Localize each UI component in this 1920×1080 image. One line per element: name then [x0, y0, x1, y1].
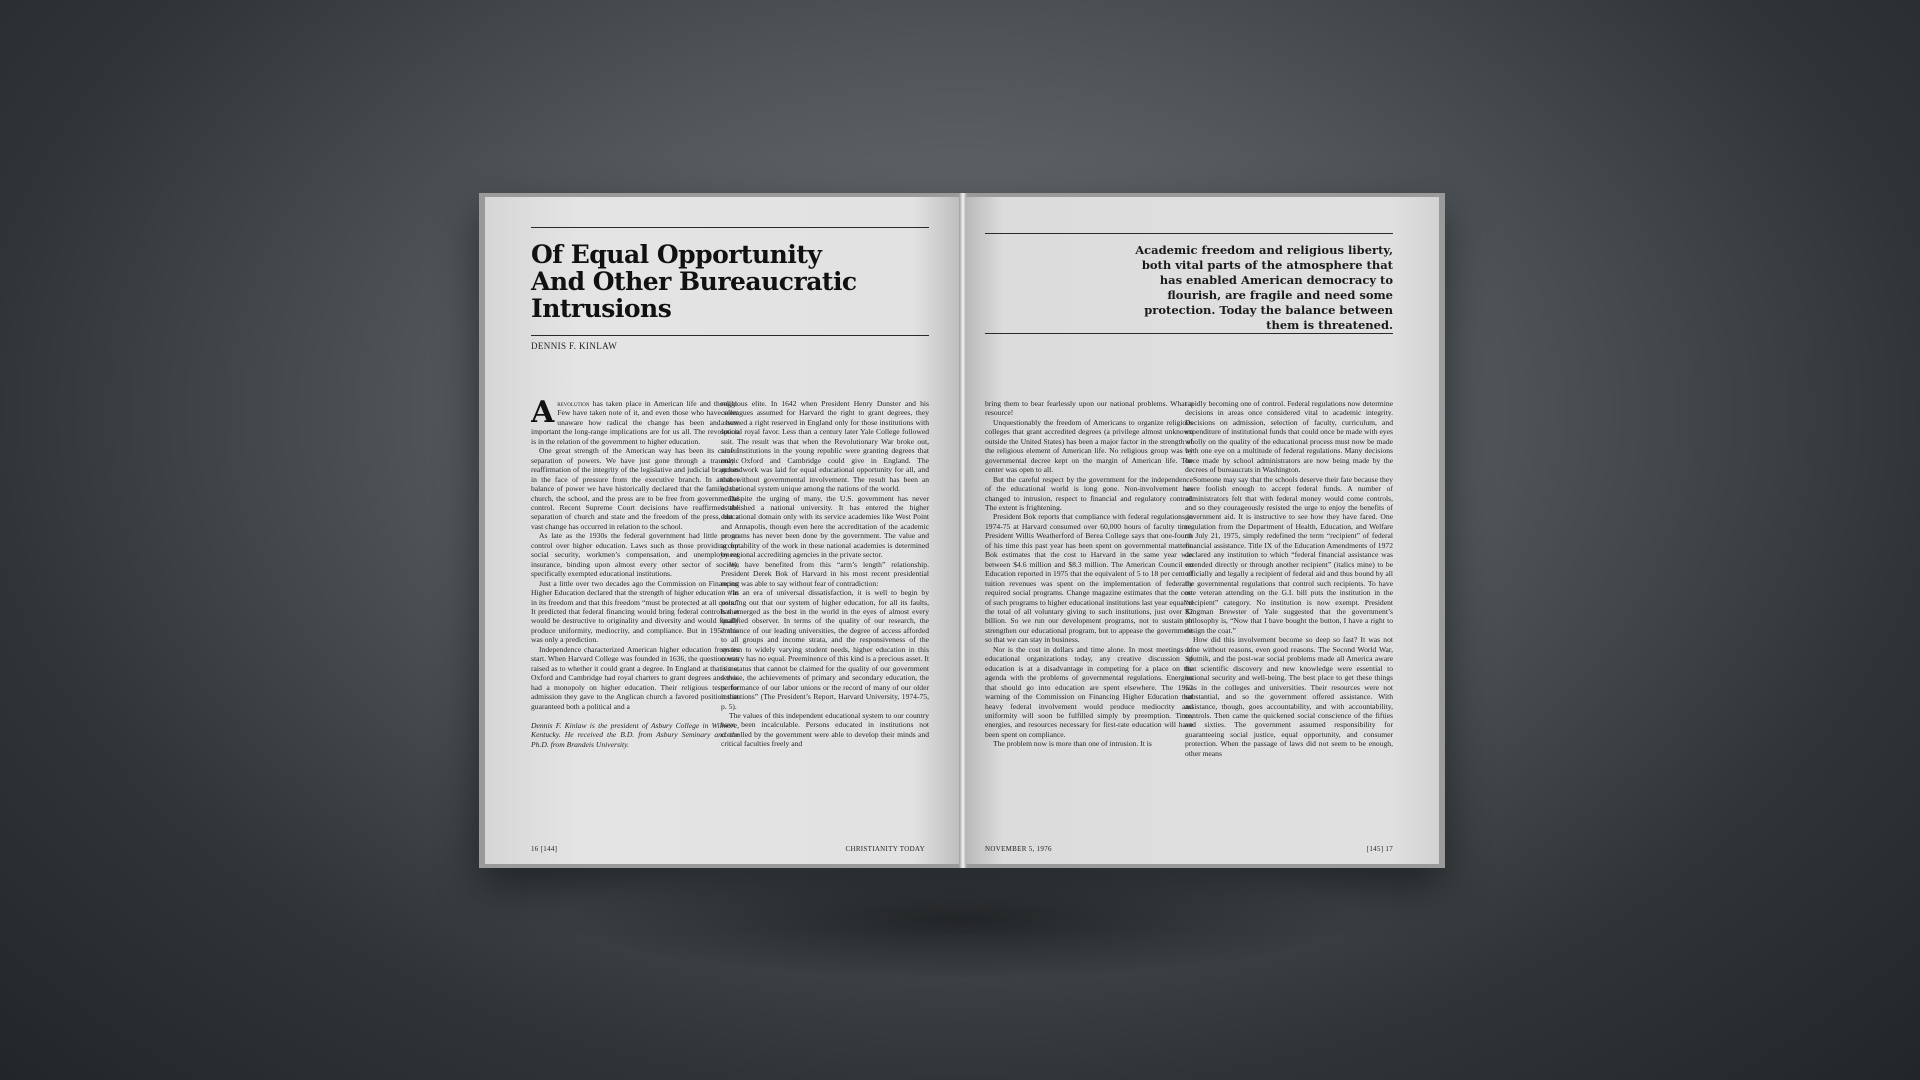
paragraph: Nor is the cost in dollars and time alone. In most meetings of educational organizations today, any creative discussion of education is at a disadvantage in competing for a place on the agenda with the problems of governmental regulations. Energies that should go into education are spent elsewhere. The 1952 warning of the Commission on Financing Higher Education that heavy federal involvement would produce mediocrity and uniformity will soon be fulfilled simply by preemption. Time, energies, and resources necessary for first-rate education will have been spent on compliance. — [985, 644, 1193, 739]
paragraph: President Bok reports that compliance with federal regulations in 1974-75 at Harvard consumed over 60,000 hours of faculty time. President Willis Weatherford of Berea College says that one-fourth of his time this past year has been spent on governmental matters. Bok estimates that the cost to Harvard in the same year was between $4.6 million and $8.3 million. The American Council on Education reported in 1975 that the equivalent of 5 to 18 per cent of tuition revenues was spent on the implementation of federally required social programs. Change magazine estimates that the cost of such programs to higher educational institutions last year equaled the total of all voluntary giving to such institutions, just over $2 billion. So we run our development programs, not to sustain or strengthen our educational program, but to appease the government so that we can stay in business. — [985, 512, 1193, 645]
page-number-right: [145] 17 — [1366, 845, 1393, 853]
author-bio: Dennis F. Kinlaw is the president of Asbury College in Wilmore, Kentucky. He received the B.D. from Asbury Seminary and the Ph.D. from Brandeis University. — [531, 720, 739, 749]
table-shadow — [560, 860, 1360, 980]
paragraph: Despite the urging of many, the U.S. government has never established a national university. It has entered the higher educational domain only with its service academies like West Point and Annapolis, though even here the accreditation of the academic programs has never been done by the government. The value and acceptability of the work in these national academies is determined by regional accrediting agencies in the private sector. — [721, 493, 929, 560]
lead-paragraph — [531, 399, 739, 446]
drop-cap: A — [531, 399, 555, 430]
paragraph: Someone may say that the schools deserve their fate because they were foolish enough to accept federal funds. A number of administrators felt that with federal money would come controls, and so they courageously resisted the urge to enjoy the benefits of government aid. It is instructive to see how they have fared. One regulation from the Department of Health, Education, and Welfare on July 21, 1975, simply redefined the term “recipient” of federal financial assistance. Title IX of the Education Amendments of 1972 declared any institution to which “federal financial assistance was extended directly or through another recipient” (italics mine) to be officially and legally a recipient of federal aid and thus bound by all the governmental regulations that control such recipients. To have one veteran attending on the G.I. bill puts the institution in the “recipient” category. No institution is now exempt. President Kingman Brewster of Yale suggested that the government’s philosophy is, “Now that I have bought the button, I have a right to design the coat.” — [1185, 474, 1393, 635]
text-column-1 — [531, 399, 739, 837]
paragraph: How did this involvement become so deep so fast? It was not done without reasons, even good reasons. The Second World War, Sputnik, and the post-war social problems made all America aware that scientific discovery and new knowledge were essential to national security and well-being. The best place to get these things was in the colleges and universities. Their resources were not substantial, and so the government offered assistance. With assistance, though, goes accountability, and with accountability, controls. Then came the quickened social conscience of the fifties and sixties. The government assumed responsibility for guaranteeing social justice, equal opportunity, and consumer protection. When the passage of laws did not seem to be enough, other means — [1185, 635, 1393, 758]
top-rule — [531, 227, 929, 228]
paragraph: religious elite. In 1642 when President Henry Dunster and his colleagues assumed for Harvard the right to grant degrees, they assumed a right reserved in England only for those institutions with special royal favor. Less than a century later Yale College followed suit. The result was that when the Revolutionary War broke out, nine institutions in the young republic were granting degrees that only Oxford and Cambridge could give in England. The groundwork was laid for equal educational opportunity for all, and that without governmental involvement. The result has been an educational system unique among the nations of the world. — [721, 399, 929, 494]
article-deck: Academic freedom and religious liberty, both vital parts of the atmosphere that has enabled American democracy to flourish, are fragile and need some protection. Today the balance between them is threatened. — [1135, 243, 1393, 332]
lead-smallcaps: revolution — [557, 399, 590, 408]
deck-rule — [985, 333, 1393, 334]
paragraph: But the careful respect by the government for the independence of the educational world is long gone. Non-involvement has changed to intrusion, respect to financial and regulatory control. The extent is frightening. — [985, 474, 1193, 512]
magazine-spread — [479, 193, 1445, 868]
text-column-3 — [985, 399, 1193, 837]
page-number-left: 16 [144] — [531, 845, 558, 853]
right-page — [965, 197, 1439, 864]
paragraph: Unquestionably the freedom of Americans to organize religious colleges that grant accredited degrees (a privilege almost unknown outside the United States) has been a major factor in the strength of the religious element of American life. No religious group was by governmental decree kept on the margin of American life. The center was open to all. — [985, 417, 1193, 475]
magazine-name: CHRISTIANITY TODAY — [845, 845, 925, 853]
paragraph: Just a little over two decades ago the Commission on Financing Higher Education declared that the strength of higher education was in its freedom and that this freedom “must be protected at all costs.” It predicted that federal financing would bring federal controls that would be destructive to originality and diversity and would finally produce uniformity, mediocrity, and compliance. But in 1952 this was only a prediction. — [531, 578, 739, 645]
paragraph: The values of this independent educational system to our country have been incalculable. Persons educated in institutions not controlled by the government were able to develop their minds and critical faculties freely and — [721, 710, 929, 749]
issue-date: NOVEMBER 5, 1976 — [985, 845, 1052, 853]
block-quote: “In an era of universal dissatisfaction, it is well to begin by pointing out that our system of higher education, for all its faults, has emerged as the best in the world in the eyes of almost every qualified observer. In terms of the quality of our research, the eminence of our leading universities, the degree of access afforded to all groups and income strata, and the responsiveness of the system to widely varying student needs, higher education in this country has no equal. Preeminence of this kind is a precious asset. It is a status that cannot be claimed for the quality of our government service, the achievements of primary and secondary education, the performance of our labor unions or the record of many of our older institutions” (The President’s Report, Harvard University, 1974-75, p. 5). — [721, 588, 929, 711]
paragraph: Independence characterized American higher education from its start. When Harvard College was founded in 1636, the question was raised as to whether it could grant a degree. In England at that time, Oxford and Cambridge had royal charters to grant degrees and thus had a monopoly on higher education. Their religious tests for admission they gave to the Anglican church a favored position that guaranteed both a political and a — [531, 644, 739, 711]
paragraph: rapidly becoming one of control. Federal regulations now determine decisions in areas once considered vital to academic integrity. Decisions on admission, selection of faculty, curriculum, and expenditure of institutional funds that could once be made with eyes wholly on the quality of the educational process must now be made with one eye on a multitude of federal regulations. Many decisions once made by school administrators are now being made by the decrees of bureaucrats in Washington. — [1185, 399, 1393, 475]
paragraph: The problem now is more than one of intrusion. It is — [993, 739, 1152, 749]
paragraph: One great strength of the American way has been its careful separation of powers. We have just gone through a traumatic reaffirmation of the integrity of the legislative and judicial branches in the face of pressure from the executive branch. In another balance of power we have historically declared that the family, the church, the school, and the press are to be free from governmental control. Recent Supreme Court decisions have reaffirmed the separation of church and state and the freedom of the press, but a vast change has occurred in relation to the school. — [531, 446, 739, 531]
headline-rule — [531, 335, 929, 336]
article-headline: Of Equal Opportunity And Other Bureaucratic Intrusions — [531, 240, 857, 323]
top-rule — [985, 233, 1393, 234]
paragraph: As late as the 1930s the federal government had little or no control over higher education. Laws such as those providing for social security, workmen’s compensation, and unemployment insurance, binding upon almost every other sector of society, specifically exempted educational institutions. — [531, 531, 739, 579]
author-byline: DENNIS F. KINLAW — [531, 341, 618, 351]
text-column-4 — [1185, 399, 1393, 837]
left-page — [485, 197, 961, 864]
paragraph-text: has taken place in American life and thought. Few have taken note of it, and even those who have seem unaware how radical the change has been and how important the long-range implications are for us all. The revolution is in the relation of the government to higher education. — [531, 399, 739, 446]
paragraph: We have benefited from this “arm’s length” relationship. President Derek Bok of Harvard in his most recent presidential report was able to say without fear of contradiction: — [721, 559, 929, 588]
text-column-2 — [721, 399, 929, 837]
paragraph: bring them to bear fearlessly upon our national problems. What a resource! — [985, 399, 1193, 418]
